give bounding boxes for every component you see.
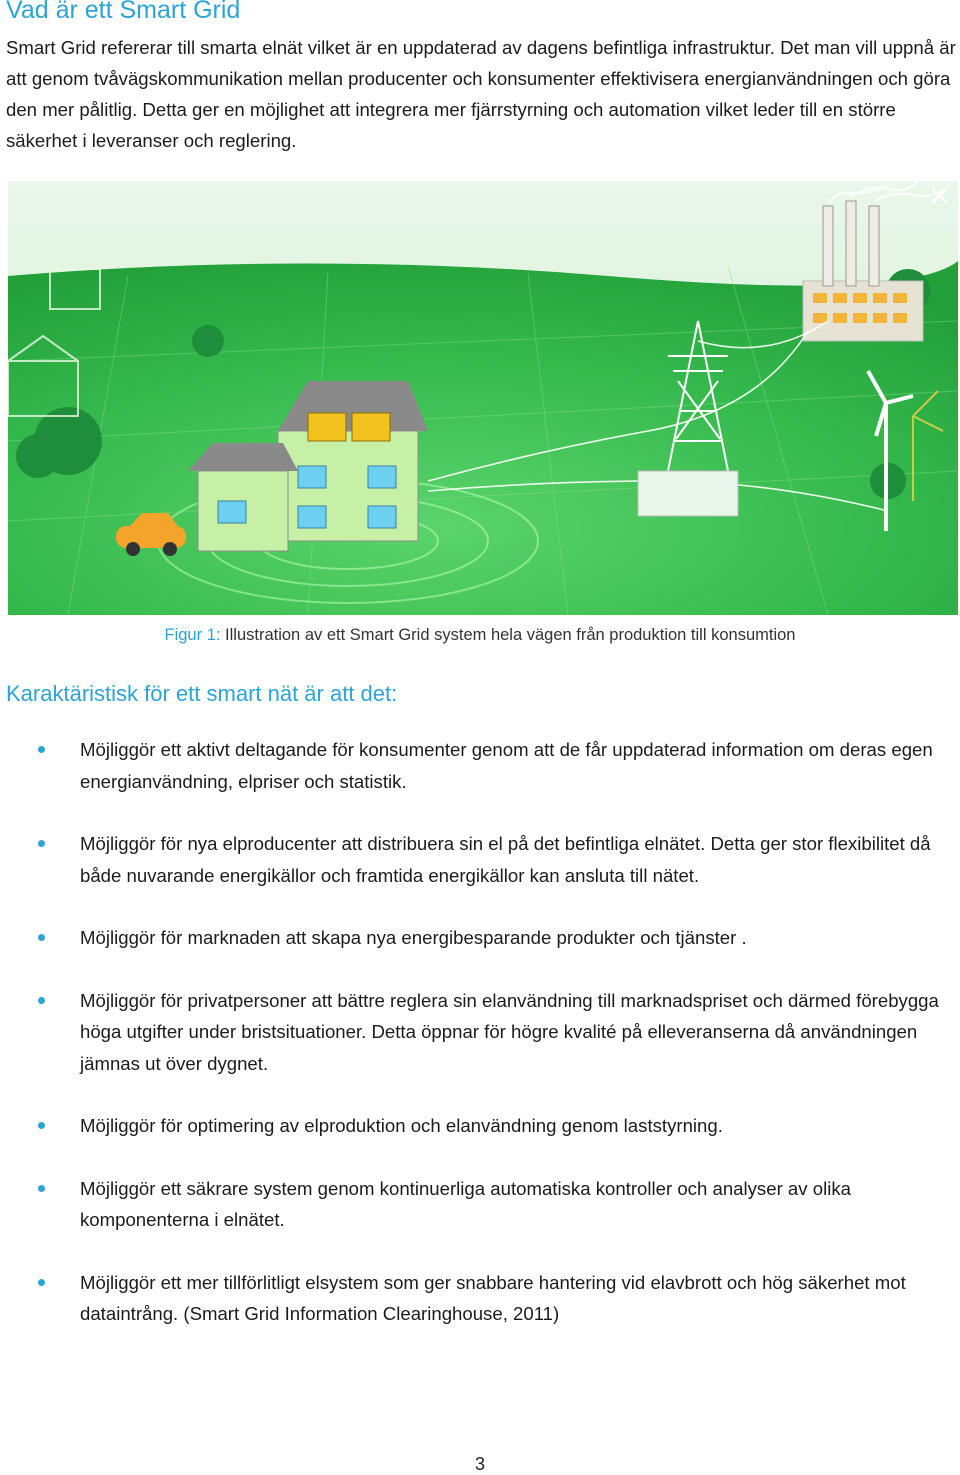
page-title: Vad är ett Smart Grid [6,0,241,24]
page-number: 3 [474,1454,485,1474]
list-item-text: Möjliggör ett säkrare system genom kontinuerliga automatiska kontroller och analyser av olika komponenterna i elnätet. [80,1177,851,1230]
bullet-icon [38,1122,45,1129]
bullet-icon [38,746,45,753]
list-item [38,985,953,1080]
list-item-text: Möjliggör för marknaden att skapa nya energibesparande produkter och tjänster . [80,927,747,948]
list-item [38,1110,953,1142]
smart-grid-illustration [8,181,958,615]
section-heading: Karaktäristisk för ett smart nät är att det: [6,681,398,706]
bullet-icon [38,1279,45,1286]
intro-paragraph: Smart Grid refererar till smarta elnät vilket är en uppdaterad av dagens befintliga infrastruktur. Det man vill uppnå är att genom tvåvägskommunikation mellan producenter och konsumenter effektivisera energianvändningen och göra den mer pålitlig. Detta ger en möjlighet att integrera mer fjärrstyrning och automation vilket leder till en större säkerhet i leveranser och reglering. [6,37,956,151]
list-item [38,828,953,891]
list-item [38,1267,953,1330]
figure-caption-text: Illustration av ett Smart Grid system hela vägen från produktion till konsumtion [220,626,796,644]
list-item [38,734,953,797]
list-item [38,922,953,954]
figure-caption [0,626,960,645]
list-item-text: Möjliggör ett mer tillförlitligt elsystem som ger snabbare hantering vid elavbrott och hög säkerhet mot dataintrång. (Smart Grid Information Clearinghouse, 2011) [80,1271,906,1324]
list-item [38,1173,953,1236]
bullet-icon [38,840,45,847]
figure-caption-label: Figur 1: [164,626,221,644]
list-item-text: Möjliggör ett aktivt deltagande för konsumenter genom att de får uppdaterad information om deras egen energianvändning, elpriser och statistik. [80,739,933,792]
list-item-text: Möjliggör för privatpersoner att bättre reglera sin elanvändning till marknadspriset och därmed förebygga höga utgifter under bristsituationer. Detta öppnar för högre kvalité på elleveranserna då användningen jämnas ut över dygnet. [80,989,939,1074]
list-item-text: Möjliggör för nya elproducenter att distribuera sin el på det befintliga elnätet. Detta ger stor flexibilitet då både nuvarande energikällor och framtida energikällor kan ansluta till nätet. [80,833,931,886]
bullet-icon [38,997,45,1004]
characteristics-list [38,734,953,1361]
bullet-icon [38,1185,45,1192]
bullet-icon [38,934,45,941]
list-item-text: Möjliggör för optimering av elproduktion och elanvändning genom laststyrning. [80,1115,723,1136]
